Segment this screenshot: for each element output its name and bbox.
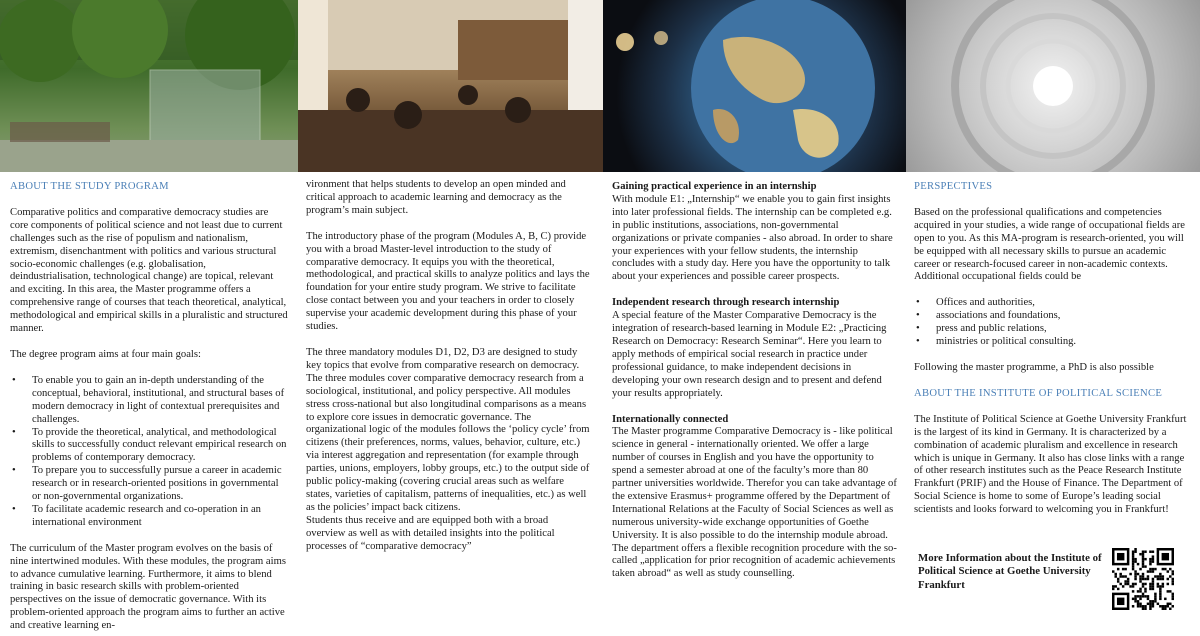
list-item: • associations and foundations,	[914, 310, 1192, 323]
subheading-research: Independent research through research internship	[612, 297, 840, 309]
paragraph: Students thus receive and are equipped both with a broad overview as well as with detailed insights into the political processes of “comparative democracy”	[306, 514, 555, 552]
subheading-international: Internationally connected	[612, 413, 729, 425]
paragraph: vironment that helps students to develop an open minded and critical approach to academic learning and democracy as the program’s main subject.	[306, 179, 566, 216]
list-item: • To enable you to gain an in-depth understanding of the conceptual, behavioral, institutional, and structural bases of modern democracy in light of contextual prerequisites and challenges.	[10, 375, 288, 427]
paragraph: The Master programme Comparative Democracy is - like political science in general - internationally oriented. We offer a large number of courses in English and you have the opportunity to spend a semester abroad at one of the faculty’s more than 80 partner universities worldwide. Therefor you can take advantage of the extensive Erasmus+ programme offered by the Department of International Relations at the Faculty of Social Sciences as well as numerous university-wide exchange opportunities of Goethe University. It is also possible to do the internship module abroad. The department offers a flexible recognition procedure with the so-called „application for prior recognition of academic achievements taken abroad“ as well as study counselling.	[612, 426, 897, 580]
globe-photo-art	[603, 0, 906, 172]
paragraph: The curriculum of the Master program evolves on the basis of nine intertwined modules. With these modules, the program aims to advance cumulative learning. Furthermore, it aims to blend training in basic research skills with problem-oriented perspectives on the issue of democratic governance. With its problem-oriented approach the program aims to further an active and creative learning en-	[10, 542, 286, 632]
qr-code-icon[interactable]	[1112, 548, 1174, 610]
section-heading: ABOUT THE STUDY PROGRAM	[10, 181, 169, 192]
paragraph: A special feature of the Master Comparative Democracy is the integration of research-based learning in Module E2: „Practicing Research on Democracy: Research Seminar“. Here you learn to apply methods of empirical social research in practice under professional guidance, to make independent decisions in developing your own research design and to present and defend your results appropriately.	[612, 310, 887, 399]
column-experience	[612, 174, 898, 594]
letters-sculpture-art	[906, 0, 1200, 172]
goals-list	[10, 375, 288, 530]
globe-photo	[603, 0, 906, 172]
paragraph: Following the master programme, a PhD is also possible	[914, 361, 1154, 373]
list-item: • Offices and authorities,	[914, 297, 1192, 310]
more-information-text: More Information about the Institute of Political Science at Goethe University Frankfurt	[918, 552, 1102, 591]
list-item: • press and public relations,	[914, 323, 1192, 336]
qr-code-graphic	[1112, 548, 1174, 610]
campus-photo-art	[0, 0, 298, 172]
paragraph: The degree program aims at four main goals:	[10, 348, 201, 360]
paragraph: Based on the professional qualifications and competencies acquired in your studies, a wide range of occupational fields are open to you. As this MA-program is research-oriented, you will be equipped with all necessary skills to pursue an academic career or research-focused career in non-academic contexts. Additional occupational fields could be	[914, 206, 1185, 283]
column-program-phases	[306, 174, 590, 566]
paragraph: The introductory phase of the program (Modules A, B, C) provide you with a broad Master-level introduction to the study of comparative democracy. It equips you with the theoretical, methodological, and practical skills to analyze politics and lays the foundation for your entire study program. We strive to facilitate close contact between you and your teachers in order to closely supervise your academic development during this phase of your studies.	[306, 230, 590, 333]
subheading-internship: Gaining practical experience in an internship	[612, 181, 817, 192]
column-perspectives	[914, 174, 1192, 530]
paragraph: The three mandatory modules D1, D2, D3 are designed to study key topics that evolve from comparative research on democracy. The three modules cover comparative democracy research from a sociological, institutional, and policy perspective. All modules stress cross-national but also longitudinal comparisons as a means to explore core issues in democratic governance. The organizational logic of the modules follows the ‘policy cycle’ from citizens (their preferences, norms, values, behavior, culture, etc.) via interest aggregation and representation (for example through parties, unions, employers, lobby groups, etc.) to the output side of public policy-making (covering crucial areas such as welfare states, varieties of capitalism, patterns of inequalities, etc.) as well as the policies’ impact back citizens.	[306, 346, 590, 513]
paragraph: With module E1: „Internship“ we enable you to gain first insights into later professional fields. The internship can be completed e.g. in public institutions, associations, non-governmental organizations or private companies - also abroad. In order to share your experiences with your fellow students, the internship concludes with a study day. Here you have the opportunity to talk about your experiences and possible career prospects.	[612, 193, 893, 283]
section-heading: PERSPECTIVES	[914, 181, 993, 192]
library-photo-art	[298, 0, 603, 172]
paragraph: The Institute of Political Science at Goethe University Frankfurt is the largest of its kind in Germany. It is characterized by a combination of academic pluralism and excellence in research which is unique in Germany. It also has close links with a range of other research institutes such as the Peace Research Institute Frankfurt (PRIF) and the House of Finance. The Department of Social Science is home to some of Europe’s leading social scientists and looks forward to welcoming you in Frankfurt!	[914, 413, 1187, 516]
campus-photo	[0, 0, 298, 172]
list-item: • To facilitate academic research and co-operation in an international environment	[10, 504, 288, 530]
paragraph: Comparative politics and comparative democracy studies are core components of political science and not least due to current challenges such as the rise of populism and nationalism, extremism, disenchantment with politics and various structural socio-economic challenges (e.g. globalisation, deindustrialisation, technological change) are topical, relevant and exciting. In this area, the Master programme offers a comprehensive range of courses that teach theoretical, analytical, methodological and empirical skills in a pluralistic and structured manner.	[10, 206, 288, 335]
list-item: • To provide the theoretical, analytical, and methodological skills to successfully conduct relevant empirical research on problems of contemporary democracy.	[10, 427, 288, 466]
list-item: • To prepare you to successfully pursue a career in academic research or in research-oriented positions in governmental or non-governmental organizations.	[10, 465, 288, 504]
list-item: • ministries or political consulting.	[914, 336, 1192, 349]
fields-list	[914, 297, 1192, 349]
letters-sculpture-photo	[906, 0, 1200, 172]
section-heading: ABOUT THE INSTITUTE OF POLITICAL SCIENCE	[914, 387, 1163, 399]
column-about-study-program	[10, 174, 288, 636]
library-photo	[298, 0, 603, 172]
